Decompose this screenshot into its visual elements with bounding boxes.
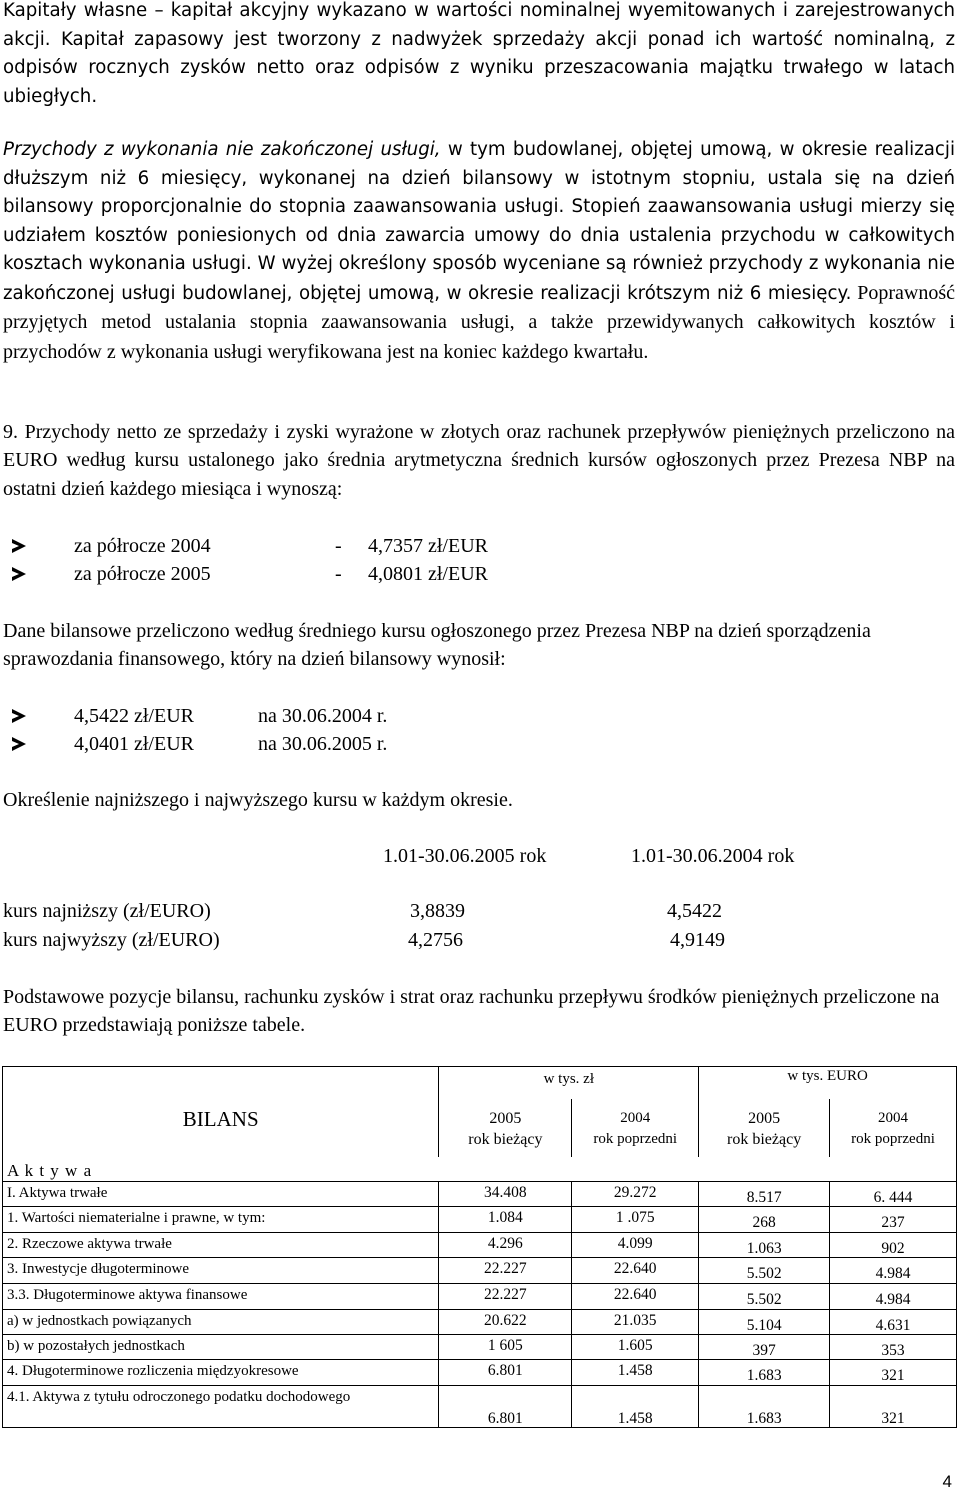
cell-pln-2005: 20.622 [439, 1309, 572, 1334]
minmax-value-2005: 4,2756 [408, 929, 463, 951]
cell-eur-2005: 5.104 [699, 1309, 830, 1334]
minmax-row-label: kurs najwyższy (zł/EURO) [3, 929, 220, 951]
cell-eur-2004: 237 [830, 1206, 957, 1232]
cell-eur-2005: 1.683 [699, 1359, 830, 1385]
table-row [3, 1385, 957, 1427]
cell-pln-2004: 29.272 [572, 1181, 699, 1206]
table-row [3, 1257, 957, 1283]
paragraph-fx-conversion: 9. Przychody netto ze sprzedaży i zyski wyrażone w złotych oraz rachunek przepływów pieniężnych przeliczono na EURO według kursu ustalonego jako średnia arytmetyczna średnich kursów ogłoszonych przez Prezesa NBP na ostatni dzień każdego miesiąca i wynoszą: [3, 421, 955, 500]
paragraph-minmax-intro: Określenie najniższego i najwyższego kursu w każdym okresie. [3, 789, 513, 811]
avg-rate-value: 4,7357 zł/EUR [368, 535, 488, 557]
cell-pln-2004: 1.458 [572, 1359, 699, 1385]
avg-rate-separator: - [335, 563, 342, 585]
cell-pln-2005: 6.801 [439, 1385, 572, 1427]
row-label: 4. Długoterminowe rozliczenia międzyokresowe [3, 1359, 439, 1385]
cell-pln-2004: 21.035 [572, 1309, 699, 1334]
col-year: 2004 [620, 1109, 651, 1126]
avg-rate-value: 4,0801 zł/EUR [368, 563, 488, 585]
table-row [3, 1283, 957, 1309]
col-header-pln-2005 [439, 1099, 572, 1157]
col-year: 2005 [748, 1109, 781, 1127]
table-title: BILANS [3, 1067, 439, 1157]
balance-rate-item [12, 730, 612, 758]
cell-pln-2005: 1 605 [439, 1334, 572, 1359]
minmax-header-2005: 1.01-30.06.2005 rok [383, 845, 547, 867]
cell-pln-2005: 1.084 [439, 1206, 572, 1232]
row-label: a) w jednostkach powiązanych [3, 1309, 439, 1334]
minmax-value-2004: 4,5422 [667, 900, 722, 922]
paragraph-revenue-tail: Poprawność przyjętych metod ustalania stopnia zaawansowania usługi, a także przewidywanych całkowitych kosztów i przychodów z wykonania usługi weryfikowana jest na koniec każdego kwartału. [3, 281, 955, 363]
avg-rate-separator: - [335, 535, 342, 557]
cell-eur-2005: 8.517 [699, 1181, 830, 1206]
paragraph-tables-intro: Podstawowe pozycje bilansu, rachunku zysków i strat oraz rachunku przepływu środków pieniężnych przeliczone na EURO przedstawiają poniższe tabele. [3, 986, 940, 1037]
cell-eur-2005: 1.683 [699, 1385, 830, 1427]
group-header-pln: w tys. zł [439, 1067, 699, 1099]
row-label: 1. Wartości niematerialne i prawne, w tym: [3, 1206, 439, 1232]
balance-table [2, 1066, 957, 1428]
paragraph-balance-rate: Dane bilansowe przeliczono według średniego kursu ogłoszonego przez Prezesa NBP na dzień sporządzenia sprawozdania finansowego, który na dzień bilansowy wynosił: [3, 620, 871, 671]
col-year: 2005 [489, 1109, 522, 1127]
paragraph-revenue-lead: Przychody z wykonania nie zakończonej usługi, [3, 139, 441, 160]
row-label: 3. Inwestycje długoterminowe [3, 1257, 439, 1283]
col-header-pln-2004 [572, 1099, 699, 1157]
minmax-row-label: kurs najniższy (zł/EURO) [3, 900, 211, 922]
table-row [3, 1181, 957, 1206]
table-row [3, 1309, 957, 1334]
cell-eur-2004: 321 [830, 1385, 957, 1427]
balance-rate-date: na 30.06.2004 r. [258, 705, 388, 727]
cell-eur-2004: 902 [830, 1232, 957, 1257]
arrow-bullet-icon [12, 709, 26, 723]
cell-eur-2004: 4.984 [830, 1257, 957, 1283]
cell-pln-2005: 6.801 [439, 1359, 572, 1385]
col-label: rok bieżący [727, 1130, 802, 1148]
balance-rate-item [12, 702, 612, 730]
col-label: rok poprzedni [851, 1130, 935, 1147]
avg-rate-label: za półrocze 2004 [74, 535, 211, 557]
minmax-value-2005: 3,8839 [410, 900, 465, 922]
minmax-value-2004: 4,9149 [670, 929, 725, 951]
cell-pln-2004: 4.099 [572, 1232, 699, 1257]
row-label: 4.1. Aktywa z tytułu odroczonego podatku dochodowego [3, 1385, 439, 1427]
cell-pln-2004: 22.640 [572, 1257, 699, 1283]
table-row [3, 1232, 957, 1257]
cell-pln-2005: 22.227 [439, 1257, 572, 1283]
paragraph-revenue-body: w tym budowlanej, objętej umową, w okresie realizacji dłuższym niż 6 miesięcy, wykonanej na dzień bilansowy w istotnym stopniu, ustala się na dzień bilansowy proporcjonalnie do stopnia zaawansowania usługi. Stopień zaawansowania usługi mierzy się udziałem kosztów poniesionych od dnia zawarcia umowy do dnia ustalenia przychodu w całkowitych kosztach wykonania usługi. W wyżej określony sposób wyceniane są również przychody z wykonania nie zakończonej usługi budowlanej, objętej umową, w okresie realizacji krótszym niż 6 miesięcy. [3, 139, 955, 304]
cell-eur-2004: 4.984 [830, 1283, 957, 1309]
avg-rate-item [12, 560, 612, 588]
cell-eur-2005: 1.063 [699, 1232, 830, 1257]
cell-pln-2004: 1.458 [572, 1385, 699, 1427]
arrow-bullet-icon [12, 539, 26, 553]
avg-rate-label: za półrocze 2005 [74, 563, 211, 585]
cell-pln-2005: 22.227 [439, 1283, 572, 1309]
table-row [3, 1359, 957, 1385]
cell-pln-2005: 34.408 [439, 1181, 572, 1206]
cell-eur-2004: 321 [830, 1359, 957, 1385]
cell-eur-2005: 268 [699, 1206, 830, 1232]
section-heading-assets: A k t y w a [3, 1157, 957, 1182]
row-label: 2. Rzeczowe aktywa trwałe [3, 1232, 439, 1257]
minmax-header-2004: 1.01-30.06.2004 rok [631, 845, 795, 867]
row-label: b) w pozostałych jednostkach [3, 1334, 439, 1359]
cell-pln-2005: 4.296 [439, 1232, 572, 1257]
col-header-eur-2004 [830, 1099, 957, 1157]
col-label: rok poprzedni [593, 1130, 678, 1147]
col-label: rok bieżący [468, 1130, 543, 1148]
cell-pln-2004: 1.605 [572, 1334, 699, 1359]
cell-pln-2004: 22.640 [572, 1283, 699, 1309]
arrow-bullet-icon [12, 737, 26, 751]
arrow-bullet-icon [12, 567, 26, 581]
table-row [3, 1206, 957, 1232]
table-row [3, 1334, 957, 1359]
row-label: 3.3. Długoterminowe aktywa finansowe [3, 1283, 439, 1309]
cell-eur-2005: 5.502 [699, 1283, 830, 1309]
cell-pln-2004: 1 .075 [572, 1206, 699, 1232]
balance-rate-value: 4,5422 zł/EUR [74, 705, 194, 727]
page-number: 4 [942, 1472, 952, 1491]
balance-rate-date: na 30.06.2005 r. [258, 733, 388, 755]
group-header-eur: w tys. EURO [699, 1067, 957, 1099]
cell-eur-2004: 4.631 [830, 1309, 957, 1334]
cell-eur-2005: 397 [699, 1334, 830, 1359]
row-label: I. Aktywa trwałe [3, 1181, 439, 1206]
col-year: 2004 [878, 1109, 909, 1126]
avg-rate-item [12, 532, 612, 560]
cell-eur-2004: 6. 444 [830, 1181, 957, 1206]
paragraph-revenue-recognition [3, 136, 955, 367]
paragraph-equity: Kapitały własne – kapitał akcyjny wykazano w wartości nominalnej wyemitowanych i zarejestrowanych akcji. Kapitał zapasowy jest tworzony z nadwyżek sprzedaży akcji ponad ich wartość nominalną, z odpisów rocznych zysków netto oraz odpisów z wyniku przeszacowania majątku trwałego w latach ubiegłych. [3, 0, 955, 107]
col-header-eur-2005 [699, 1099, 830, 1157]
cell-eur-2005: 5.502 [699, 1257, 830, 1283]
balance-rate-value: 4,0401 zł/EUR [74, 733, 194, 755]
cell-eur-2004: 353 [830, 1334, 957, 1359]
